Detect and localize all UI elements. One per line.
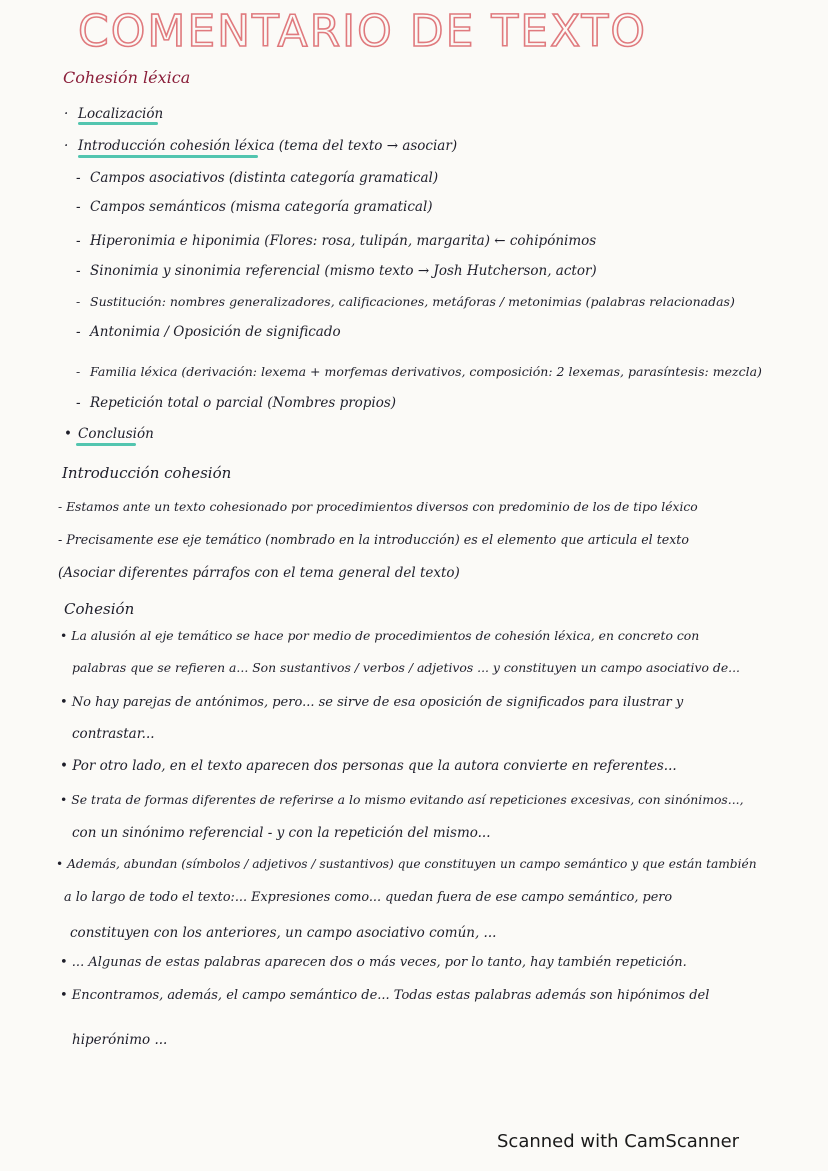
scanner-watermark: Scanned with CamScanner <box>497 1131 740 1152</box>
text-line: • Encontramos, además, el campo semántico de... Todas estas palabras además son hipónimos del <box>60 988 710 1003</box>
text-line: • ... Algunas de estas palabras aparecen dos o más veces, por lo tanto, hay también repetición. <box>60 955 687 970</box>
text-line: • Además, abundan (símbolos / adjetivos / sustantivos) que constituyen un campo semántico y que están también <box>56 857 757 871</box>
text-line: a lo largo de todo el texto:... Expresiones como... quedan fuera de ese campo semántico, pero <box>64 890 673 905</box>
text-line: palabras que se refieren a... Son sustantivos / verbos / adjetivos ... y constituyen un campo asociativo de... <box>72 660 740 675</box>
list-item: - Hiperonimia e hiponimia (Flores: rosa, tulipán, margarita) ← cohipónimos <box>76 233 597 249</box>
list-item: · Introducción cohesión léxica (tema del texto → asociar) <box>64 138 458 154</box>
highlight-underline <box>78 122 158 125</box>
list-item: - Campos asociativos (distinta categoría gramatical) <box>76 170 439 186</box>
text-line: (Asociar diferentes párrafos con el tema general del texto) <box>58 565 460 581</box>
text-line: constituyen con los anteriores, un campo asociativo común, ... <box>70 925 497 941</box>
text-line: • Se trata de formas diferentes de referirse a lo mismo evitando así repeticiones excesivas, con sinónimos..., <box>60 792 744 807</box>
text-line: • Por otro lado, en el texto aparecen dos personas que la autora convierte en referentes... <box>60 758 677 774</box>
text-line: - Precisamente ese eje temático (nombrado en la introducción) es el elemento que articula el texto <box>58 532 689 547</box>
text-line: con un sinónimo referencial - y con la repetición del mismo... <box>72 825 491 841</box>
list-item: - Familia léxica (derivación: lexema + morfemas derivativos, composición: 2 lexemas, parasíntesis: mezcla) <box>76 364 762 379</box>
section-heading-introduccion: Introducción cohesión <box>62 464 232 482</box>
section-heading-cohesion-lexica: Cohesión léxica <box>63 68 191 87</box>
page-title: COMENTARIO DE TEXTO <box>78 6 647 57</box>
text-line: contrastar... <box>72 726 155 742</box>
list-item: - Repetición total o parcial (Nombres propios) <box>76 395 397 411</box>
highlight-underline <box>76 443 136 446</box>
list-item: - Campos semánticos (misma categoría gramatical) <box>76 199 433 215</box>
list-item: • Conclusión <box>64 426 154 442</box>
highlight-underline <box>78 155 258 158</box>
list-item: - Antonimia / Oposición de significado <box>76 324 341 340</box>
text-line: • La alusión al eje temático se hace por medio de procedimientos de cohesión léxica, en concreto con <box>60 628 700 643</box>
list-item: · Localización <box>64 106 164 122</box>
list-item: - Sustitución: nombres generalizadores, calificaciones, metáforas / metonimias (palabras relacionadas) <box>76 294 735 309</box>
text-line: - Estamos ante un texto cohesionado por procedimientos diversos con predominio de los de tipo léxico <box>58 500 698 514</box>
text-line: • No hay parejas de antónimos, pero... se sirve de esa oposición de significados para ilustrar y <box>60 695 684 710</box>
section-heading-cohesion: Cohesión <box>64 600 135 618</box>
list-item: - Sinonimia y sinonimia referencial (mismo texto → Josh Hutcherson, actor) <box>76 263 597 279</box>
text-line: hiperónimo ... <box>72 1032 168 1048</box>
